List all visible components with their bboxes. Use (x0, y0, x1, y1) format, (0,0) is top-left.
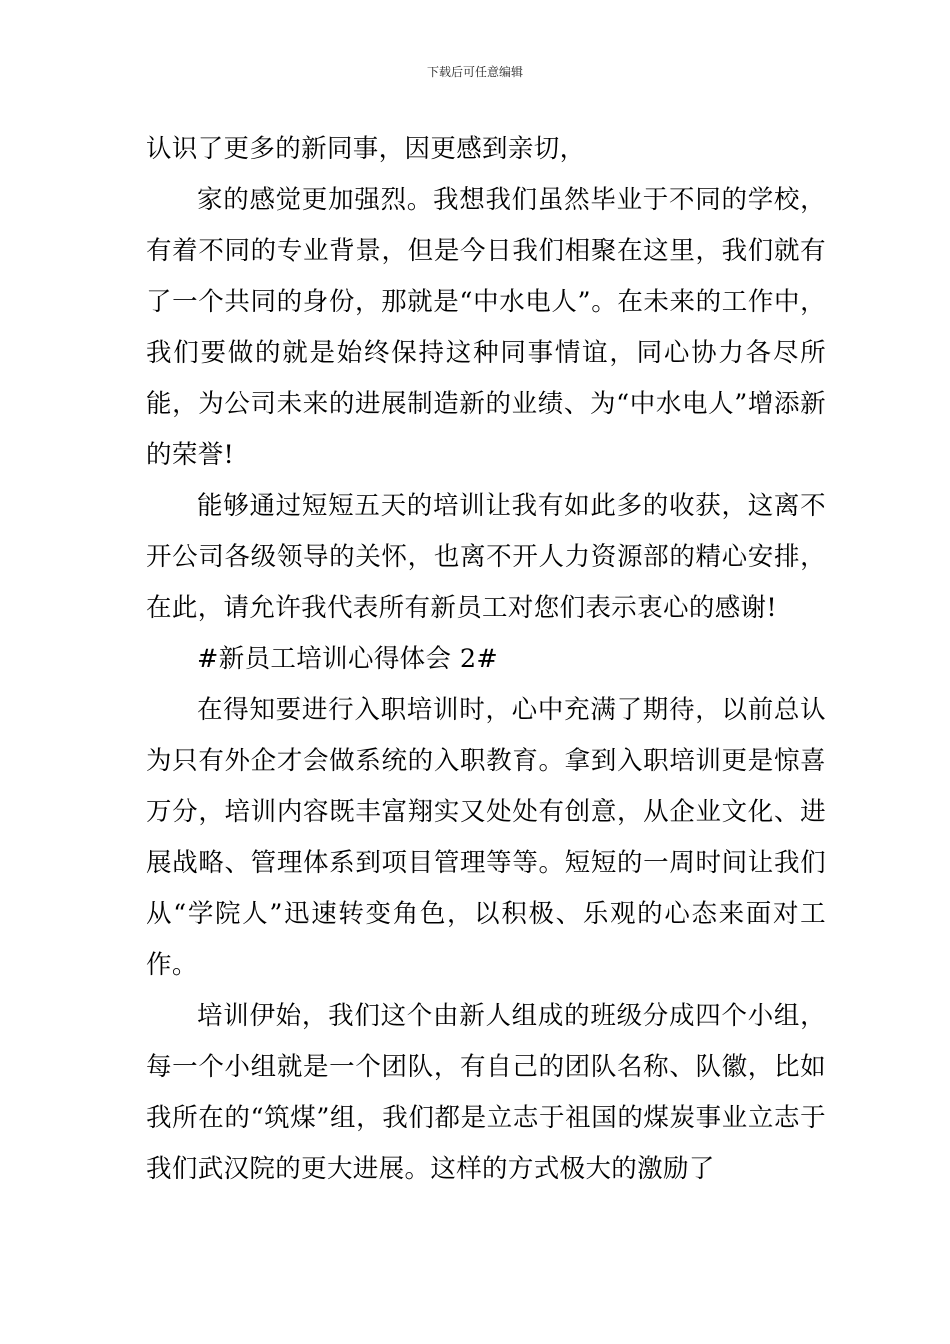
paragraph-2: 家的感觉更加强烈。我想我们虽然毕业于不同的学校，有着不同的专业背景，但是今日我们相聚在这里，我们就有了一个共同的身份，那就是“中水电人”。在未来的工作中，我们要做的就是始终保持这种同事情谊，同心协力各尽所能，为公司未来的进展制造新的业绩、为“中水电人”增添新的荣誉! (146, 185, 826, 470)
paragraph-5: 培训伊始，我们这个由新人组成的班级分成四个小组，每一个小组就是一个团队，有自己的团队名称、队徽，比如我所在的“筑煤”组，我们都是立志于祖国的煤炭事业立志于我们武汉院的更大进展。这样的方式极大的激励了 (146, 1001, 826, 1184)
section-heading: #新员工培训心得体会 2# (197, 644, 499, 674)
document-body (146, 124, 826, 1195)
paragraph-3: 能够通过短短五天的培训让我有如此多的收获，这离不开公司各级领导的关怀，也离不开人力资源部的精心安排，在此，请允许我代表所有新员工对您们表示衷心的感谢! (146, 491, 826, 623)
paragraph-1: 认识了更多的新同事，因更感到亲切， (146, 134, 586, 164)
page-header: 下载后可任意编辑 (426, 65, 523, 79)
paragraph-4: 在得知要进行入职培训时，心中充满了期待，以前总认为只有外企才会做系统的入职教育。拿到入职培训更是惊喜万分，培训内容既丰富翔实又处处有创意，从企业文化、进展战略、管理体系到项目管理等等。短短的一周时间让我们从“学院人”迅速转变角色，以积极、乐观的心态来面对工作。 (146, 695, 826, 980)
